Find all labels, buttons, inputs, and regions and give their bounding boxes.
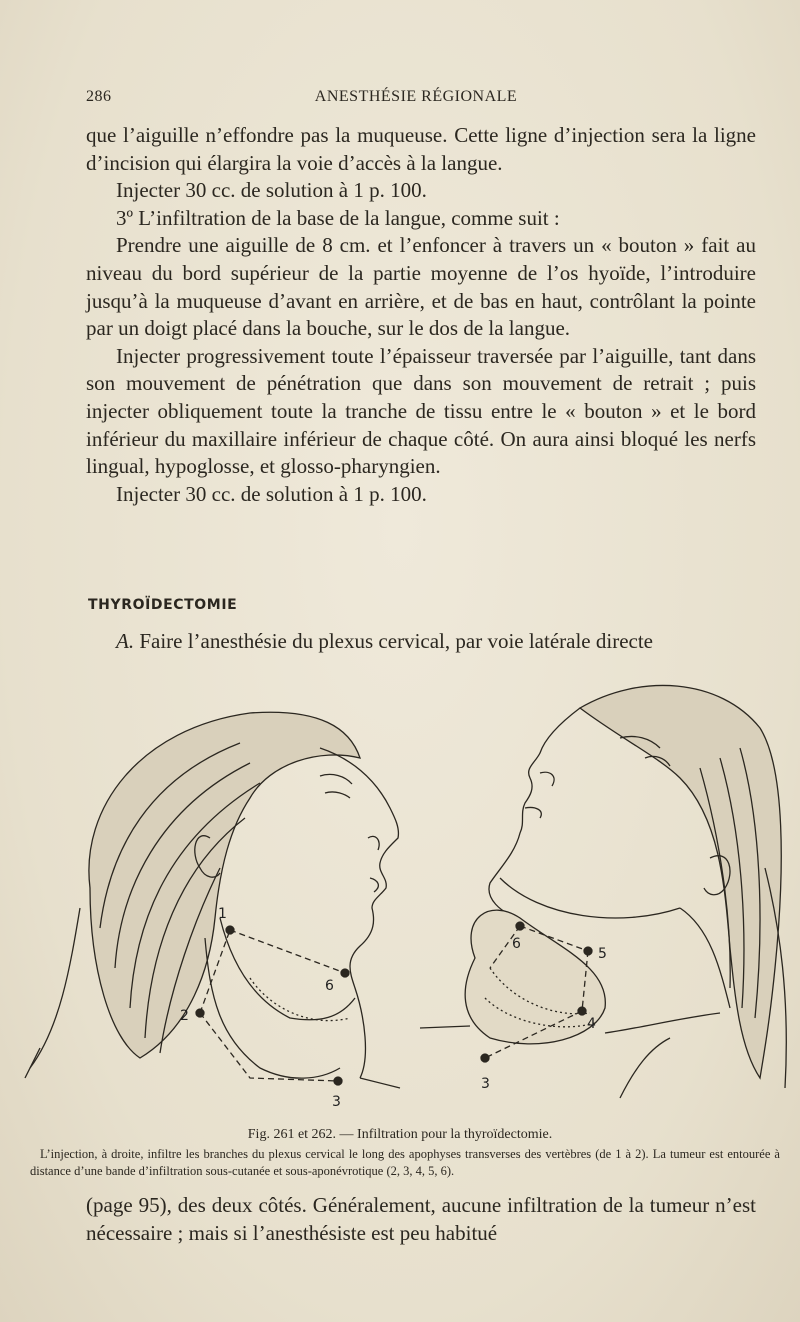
right-label-4: 4 (587, 1016, 596, 1032)
right-label-5: 5 (598, 946, 607, 962)
paragraph: Prendre une aiguille de 8 cm. et l’enfoncer à travers un « bouton » fait au niveau du bord supérieur de la partie moyenne de l’os hyoïde, l’introduire jusqu’à la muqueuse d’avant en arrière, et de bas en haut, contrôlant la pointe par un doigt placé dans la bouche, sur le dos de la langue. (86, 233, 756, 341)
page-header (86, 88, 746, 112)
right-figure (420, 685, 786, 1098)
section-text: Faire l’anesthésie du plexus cervical, par voie latérale directe (134, 629, 653, 653)
figure-illustration (20, 668, 790, 1118)
left-label-1: 1 (218, 906, 227, 922)
section-paragraph (86, 628, 756, 656)
paragraph: Injecter progressivement toute l’épaisseur traversée par l’aiguille, tant dans son mouvement de pénétration que dans son mouvement de retrait ; puis injecter obliquement toute la tranche de tissu entre le « bouton » et le bord inférieur du maxillaire inférieur de chaque côté. On aura ainsi bloqué les nerfs lingual, hypoglosse, et glosso-pharyngien. (86, 343, 756, 479)
right-label-6: 6 (512, 936, 521, 952)
left-label-6: 6 (325, 978, 334, 994)
paragraph: 3º L’infiltration de la base de la langue, comme suit : (116, 205, 560, 230)
left-figure (25, 712, 400, 1088)
figure-caption-title: Fig. 261 et 262. — Infiltration pour la thyroïdectomie. (247, 1127, 553, 1142)
right-label-3: 3 (481, 1076, 490, 1092)
paragraph: Injecter 30 cc. de solution à 1 p. 100. (116, 178, 427, 203)
page-number: 286 (86, 88, 112, 105)
left-label-3: 3 (332, 1094, 341, 1110)
paragraph: Injecter 30 cc. de solution à 1 p. 100. (116, 481, 427, 506)
continuation-paragraph: (page 95), des deux côtés. Généralement, aucune infiltration de la tumeur n’est nécessaire ; mais si l’anesthésiste est peu habitué (86, 1193, 756, 1245)
section-marker: A. (116, 629, 135, 653)
body-text (86, 122, 756, 508)
figure-caption-text: L’injection, à droite, infiltre les branches du plexus cervical le long des apophyses transverses des vertèbres (de 1 à 2). La tumeur est entourée à distance d’une bande d’infiltration sous-cutanée et sous-aponévrotique (2, 3, 4, 5, 6). (30, 1147, 780, 1178)
left-label-2: 2 (180, 1008, 189, 1024)
running-title: ANESTHÉSIE RÉGIONALE (314, 88, 518, 105)
section-heading: THYROÏDECTOMIE (88, 597, 238, 613)
paragraph: que l’aiguille n’effondre pas la muqueuse. Cette ligne d’injection sera la ligne d’incision qui élargira la voie d’accès à la langue. (86, 123, 756, 175)
